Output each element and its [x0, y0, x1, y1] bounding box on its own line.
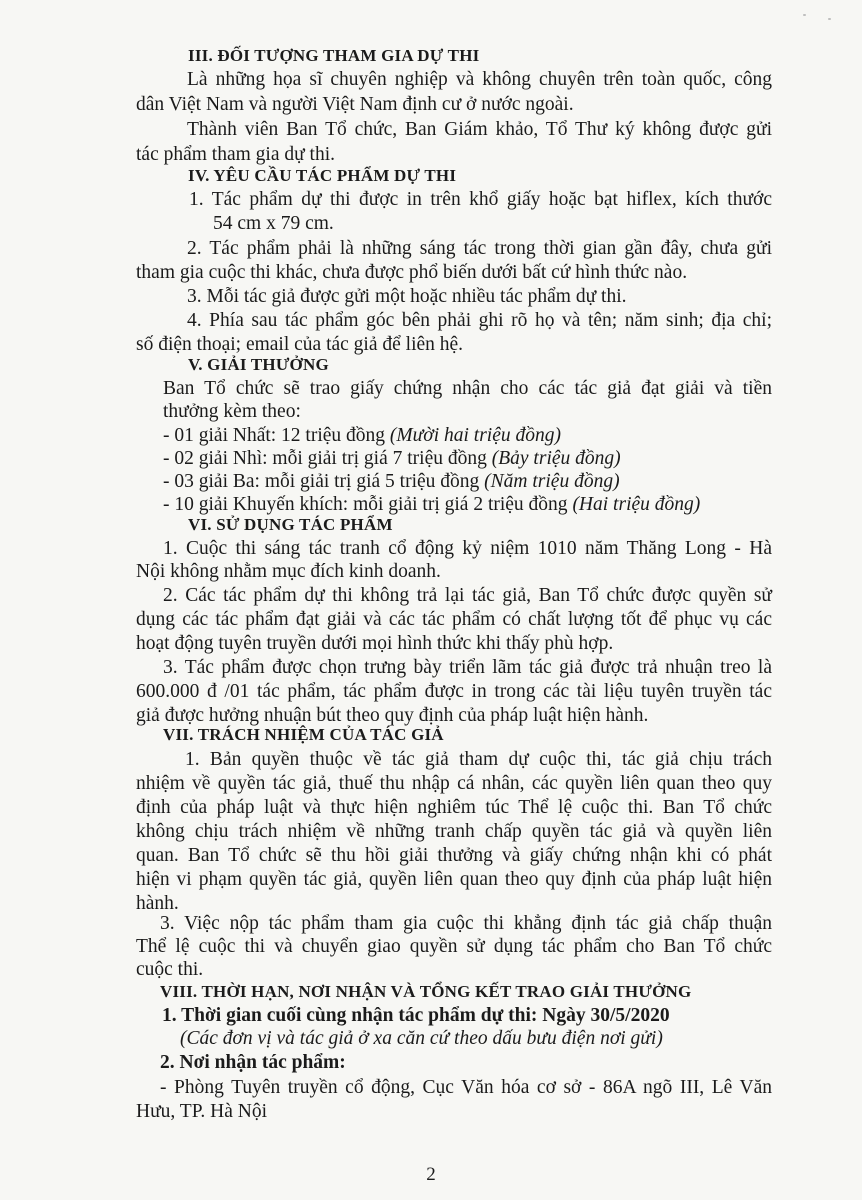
section-8-heading: VIII. THỜI HẠN, NƠI NHẬN VÀ TỔNG KẾT TRAO GIẢI THƯỞNG — [160, 982, 692, 1001]
section-3-paragraph-1-line-1: Là những họa sĩ chuyên nghiệp và không chuyên trên toàn quốc, công — [187, 69, 772, 90]
prize-item: - 01 giải Nhất: 12 triệu đồng (Mười hai triệu đồng) — [163, 425, 561, 446]
section-7-item-1-line-4: không chịu trách nhiệm về những tranh chấp quyền tác giả và quyền liên — [136, 821, 772, 842]
section-4-item-4-line-1: 4. Phía sau tác phẩm góc bên phải ghi rõ họ và tên; năm sinh; địa chỉ; — [187, 310, 772, 331]
section-5-intro-line-1: Ban Tổ chức sẽ trao giấy chứng nhận cho các tác giả đạt giải và tiền — [163, 378, 772, 399]
section-8-sub-1: 1. Thời gian cuối cùng nhận tác phẩm dự thi: Ngày 30/5/2020 — [162, 1005, 670, 1026]
prize-item: - 03 giải Ba: mỗi giải trị giá 5 triệu đồng (Năm triệu đồng) — [163, 471, 620, 492]
section-7-item-2-line-3: cuộc thi. — [136, 959, 204, 980]
section-4-item-1-line-1: 1. Tác phẩm dự thi được in trên khổ giấy hoặc bạt hiflex, kích thước — [189, 189, 772, 210]
prize-note: (Hai triệu đồng) — [572, 494, 701, 515]
section-4-item-2-line-1: 2. Tác phẩm phải là những sáng tác trong thời gian gần đây, chưa gửi — [187, 238, 772, 259]
section-5-intro-line-2: thưởng kèm theo: — [163, 401, 301, 422]
section-6-item-1-line-2: Nội không nhằm mục đích kinh doanh. — [136, 561, 441, 582]
section-7-heading: VII. TRÁCH NHIỆM CỦA TÁC GIẢ — [163, 725, 444, 744]
section-6-item-2-line-2: dụng các tác phẩm đạt giải và các tác phẩm có chất lượng tốt để phục vụ các — [136, 609, 772, 630]
section-4-item-2-line-2: tham gia cuộc thi khác, chưa được phổ biến dưới bất cứ hình thức nào. — [136, 262, 688, 283]
scan-speck — [828, 18, 831, 20]
prize-item: - 02 giải Nhì: mỗi giải trị giá 7 triệu đồng (Bảy triệu đồng) — [163, 448, 621, 469]
section-6-heading: VI. SỬ DỤNG TÁC PHẨM — [188, 515, 393, 534]
section-3-heading: III. ĐỐI TƯỢNG THAM GIA DỰ THI — [188, 46, 480, 65]
section-8-address-line-1: - Phòng Tuyên truyền cổ động, Cục Văn hóa cơ sở - 86A ngõ III, Lê Văn — [160, 1077, 772, 1098]
section-7-item-2-line-1: 3. Việc nộp tác phẩm tham gia cuộc thi khẳng định tác giả chấp thuận — [160, 913, 772, 934]
section-3-paragraph-1-line-2: dân Việt Nam và người Việt Nam định cư ở nước ngoài. — [136, 94, 574, 115]
section-3-paragraph-2-line-2: tác phẩm tham gia dự thi. — [136, 144, 336, 165]
prize-note: (Mười hai triệu đồng) — [389, 425, 561, 446]
section-6-item-3-line-3: giả được hưởng nhuận bút theo quy định của pháp luật hiện hành. — [136, 705, 649, 726]
section-7-item-1-line-5: quan. Ban Tổ chức sẽ thu hồi giải thưởng và giấy chứng nhận khi có phát — [136, 845, 772, 866]
section-8-sub-2: 2. Nơi nhận tác phẩm: — [160, 1052, 346, 1073]
section-7-item-1-line-6: hiện vi phạm quyền tác giả, quyền liên quan theo quy định của pháp luật hiện — [136, 869, 772, 890]
section-7-item-1-line-7: hành. — [136, 893, 179, 914]
section-6-item-3-line-1: 3. Tác phẩm được chọn trưng bày triển lãm tác giả được trả nhuận treo là — [163, 657, 772, 678]
section-6-item-1-line-1: 1. Cuộc thi sáng tác tranh cổ động kỷ niệm 1010 năm Thăng Long - Hà — [163, 538, 772, 559]
section-8-sub-1-note: (Các đơn vị và tác giả ở xa căn cứ theo dấu bưu điện nơi gửi) — [180, 1028, 663, 1049]
section-3-paragraph-2-line-1: Thành viên Ban Tổ chức, Ban Giám khảo, Tổ Thư ký không được gửi — [187, 119, 772, 140]
section-6-item-2-line-3: hoạt động tuyên truyền dưới mọi hình thức khi thấy phù hợp. — [136, 633, 614, 654]
section-7-item-1-line-3: định của pháp luật và thực hiện nghiêm túc Thể lệ cuộc thi. Ban Tổ chức — [136, 797, 772, 818]
section-6-item-2-line-1: 2. Các tác phẩm dự thi không trả lại tác giả, Ban Tổ chức được quyền sử — [163, 585, 772, 606]
prize-note: (Năm triệu đồng) — [484, 471, 620, 492]
section-4-item-3: 3. Mỗi tác giả được gửi một hoặc nhiều tác phẩm dự thi. — [187, 286, 627, 307]
section-4-heading: IV. YÊU CẦU TÁC PHẨM DỰ THI — [188, 166, 457, 185]
prize-note: (Bảy triệu đồng) — [491, 448, 621, 469]
prize-item: - 10 giải Khuyến khích: mỗi giải trị giá 2 triệu đồng (Hai triệu đồng) — [163, 494, 701, 515]
section-4-item-4-line-2: số điện thoại; email của tác giả để liên hệ. — [136, 334, 464, 355]
section-5-heading: V. GIẢI THƯỞNG — [188, 355, 329, 374]
section-4-item-1-line-2: 54 cm x 79 cm. — [213, 213, 334, 234]
section-7-item-1-line-1: 1. Bản quyền thuộc về tác giả tham dự cuộc thi, tác giả chịu trách — [185, 749, 772, 770]
section-6-item-3-line-2: 600.000 đ /01 tác phẩm, tác phẩm được in trong các tài liệu tuyên truyền tác — [136, 681, 772, 702]
page-number: 2 — [426, 1164, 436, 1185]
section-7-item-1-line-2: nhiệm về quyền tác giả, thuế thu nhập cá nhân, các quyền liên quan theo quy — [136, 773, 772, 794]
section-8-address-line-2: Hưu, TP. Hà Nội — [136, 1101, 268, 1122]
scan-speck — [803, 14, 806, 16]
section-7-item-2-line-2: Thể lệ cuộc thi và chuyển giao quyền sử dụng tác phẩm cho Ban Tổ chức — [136, 936, 772, 957]
